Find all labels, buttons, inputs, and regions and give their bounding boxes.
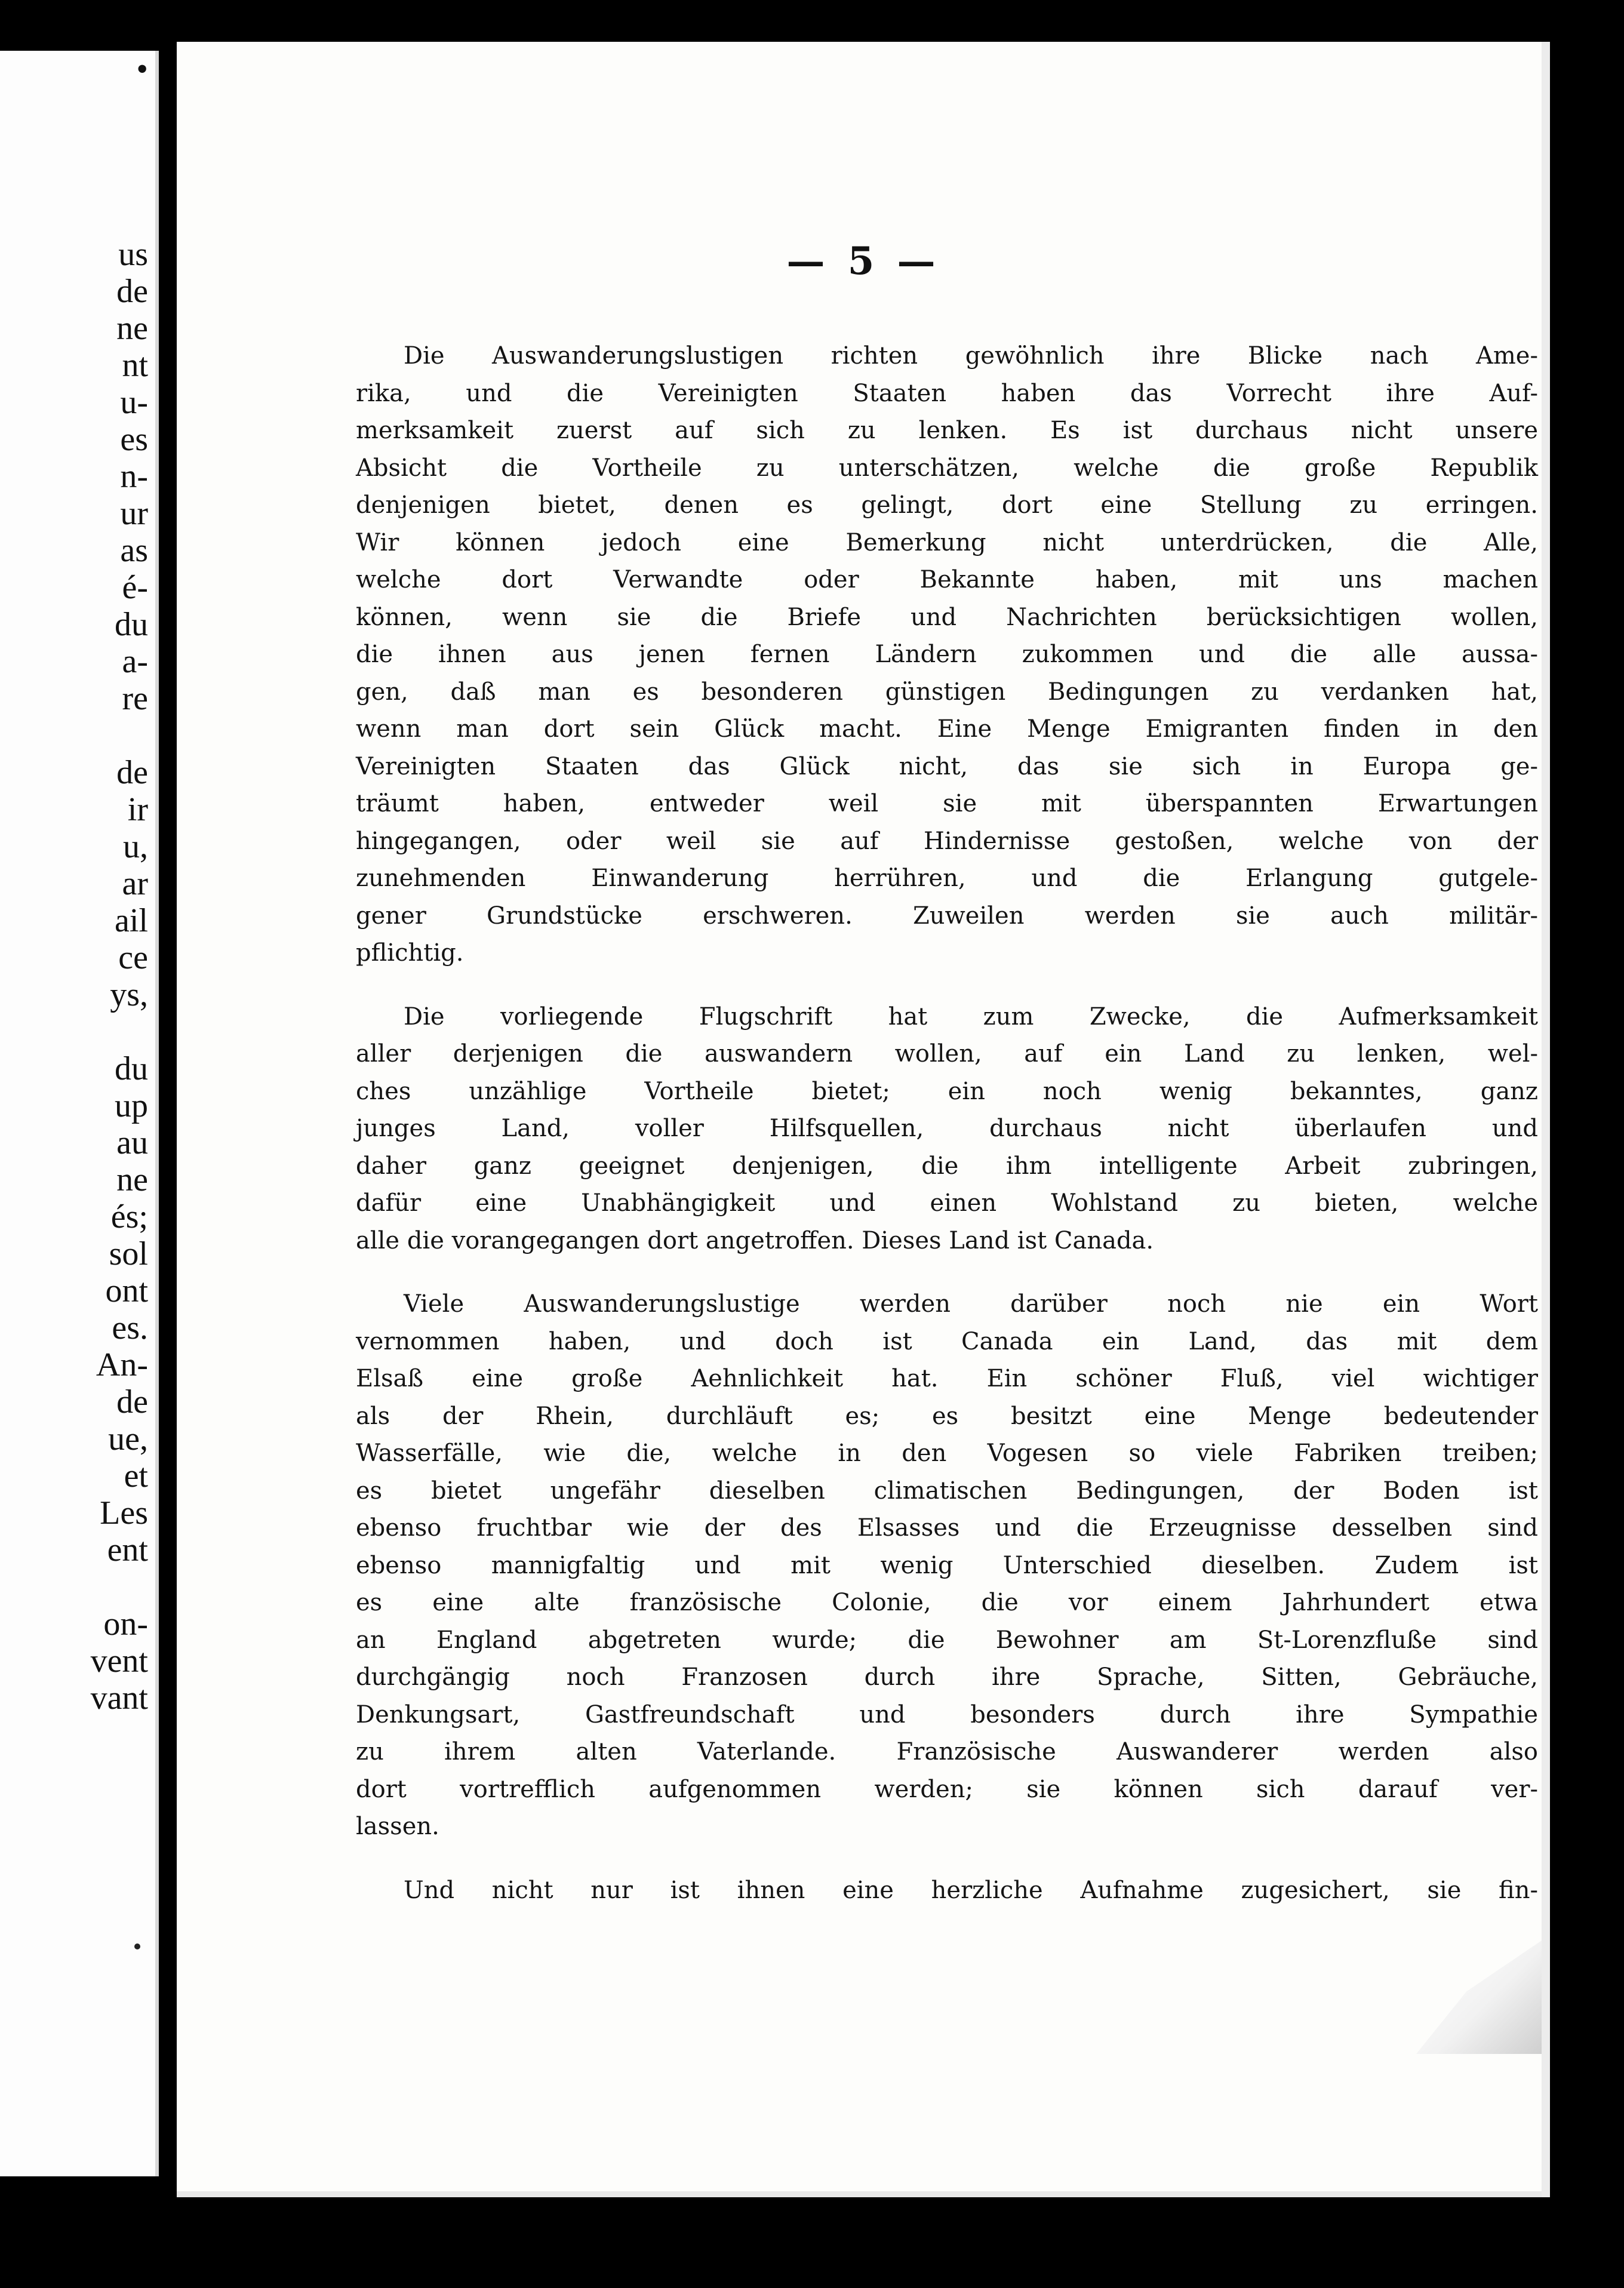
- previous-page-fragment: ent: [107, 1532, 148, 1569]
- text-line: Und nicht nur ist ihnen eine herzliche Aufnahme zugesichert, sie fin-: [404, 1876, 1538, 1904]
- previous-page-fragment: é-: [122, 569, 148, 606]
- text-line: Wir können jedoch eine Bemerkung nicht unterdrücken, die Alle,: [356, 528, 1538, 556]
- text-line: daher ganz geeignet denjenigen, die ihm intelligente Arbeit zubringen,: [356, 1152, 1538, 1180]
- previous-page-fragment: [5, 162, 148, 199]
- text-line: zu ihrem alten Vaterlande. Französische Auswanderer werden also: [356, 1738, 1538, 1766]
- previous-page-fragment: au: [116, 1124, 148, 1161]
- text-line: es eine alte französische Colonie, die vor einem Jahrhundert etwa: [356, 1589, 1538, 1616]
- previous-page-fragment: u-: [120, 384, 148, 421]
- text-line: gener Grundstücke erschweren. Zuweilen werden sie auch militär-: [356, 902, 1538, 930]
- text-line: Die Auswanderungslustigen richten gewöhnlich ihre Blicke nach Ame-: [404, 342, 1538, 370]
- text-line: gen, daß man es besonderen günstigen Bedingungen zu verdanken hat,: [356, 678, 1538, 706]
- text-line: ebenso fruchtbar wie der des Elsasses und die Erzeugnisse desselben sind: [356, 1514, 1538, 1542]
- text-line: alle die vorangegangen dort angetroffen. Dieses Land ist Canada.: [356, 1226, 1154, 1254]
- previous-page-fragment: du: [115, 606, 148, 643]
- previous-page-fragment: [5, 125, 148, 162]
- previous-page-fragment: ne: [116, 1161, 148, 1198]
- text-line: an England abgetreten wurde; die Bewohner am St-Lorenzfluße sind: [356, 1626, 1538, 1654]
- text-line: aller derjenigen die auswandern wollen, auf ein Land zu lenken, wel-: [356, 1040, 1538, 1068]
- text-line: Viele Auswanderungslustige werden darüber noch nie ein Wort: [404, 1290, 1538, 1318]
- text-line: wenn man dort sein Glück macht. Eine Menge Emigranten finden in den: [356, 715, 1538, 743]
- text-line: Denkungsart, Gastfreundschaft und besonders durch ihre Sympathie: [356, 1700, 1538, 1729]
- previous-page-fragment: ar: [122, 865, 148, 902]
- paragraph: [356, 998, 1538, 1260]
- previous-page-text-fragments: [5, 51, 148, 1717]
- previous-page-fragment: up: [115, 1087, 148, 1124]
- text-line: lassen.: [356, 1813, 439, 1840]
- previous-page-fragment: es.: [112, 1309, 148, 1346]
- previous-page-fragment: [5, 199, 148, 236]
- previous-page-fragment: et: [124, 1457, 148, 1494]
- previous-page-fragment: •: [136, 51, 148, 88]
- previous-page-fragment: [5, 1013, 148, 1050]
- previous-page-fragment: vent: [90, 1643, 148, 1680]
- text-line: dort vortrefflich aufgenommen werden; sie können sich darauf ver-: [356, 1775, 1538, 1803]
- folded-page-corner: [1416, 1941, 1542, 2054]
- previous-page-fragment: [5, 88, 148, 125]
- text-line: dafür eine Unabhängigkeit und einen Wohlstand zu bieten, welche: [356, 1189, 1538, 1217]
- text-line: pflichtig.: [356, 939, 464, 967]
- text-line: Wasserfälle, wie die, welche in den Vogesen so viele Fabriken treiben;: [356, 1440, 1538, 1467]
- text-line: merksamkeit zuerst auf sich zu lenken. Es ist durchaus nicht unsere: [356, 417, 1538, 444]
- previous-page-fragment: ys,: [110, 976, 148, 1013]
- previous-page-fragment: on-: [103, 1606, 148, 1643]
- text-line: durchgängig noch Franzosen durch ihre Sprache, Sitten, Gebräuche,: [356, 1663, 1538, 1691]
- text-line: es bietet ungefähr dieselben climatischen Bedingungen, der Boden ist: [356, 1477, 1538, 1505]
- text-line: ches unzählige Vortheile bietet; ein noch wenig bekanntes, ganz: [356, 1077, 1538, 1105]
- previous-page-fragment: de: [116, 1383, 148, 1420]
- text-line: ebenso mannigfaltig und mit wenig Unterschied dieselben. Zudem ist: [356, 1551, 1538, 1579]
- previous-page-fragment: ue,: [108, 1420, 148, 1457]
- page-body-text: [356, 337, 1538, 1935]
- previous-page-fragment: nt: [122, 347, 148, 384]
- book-page: [177, 42, 1550, 2197]
- previous-page-fragment: vant: [90, 1680, 148, 1717]
- previous-page-fragment: ur: [120, 495, 148, 532]
- text-line: Absicht die Vortheile zu unterschätzen, welche die große Republik: [356, 454, 1538, 482]
- previous-page-fragment: ail: [115, 902, 148, 939]
- text-line: hingegangen, oder weil sie auf Hindernisse gestoßen, welche von der: [356, 827, 1538, 855]
- text-line: Elsaß eine große Aehnlichkeit hat. Ein schöner Fluß, viel wichtiger: [356, 1365, 1538, 1392]
- previous-page-fragment: de: [116, 273, 148, 310]
- previous-page-strip: [0, 51, 159, 2176]
- previous-page-fragment: n-: [120, 458, 148, 495]
- text-line: Die vorliegende Flugschrift hat zum Zwecke, die Aufmerksamkeit: [404, 1002, 1538, 1031]
- text-line: die ihnen aus jenen fernen Ländern zukommen und die alle aussa-: [356, 641, 1538, 668]
- book-gutter: [159, 51, 177, 2176]
- text-line: rika, und die Vereinigten Staaten haben das Vorrecht ihre Auf-: [356, 379, 1538, 407]
- paragraph: [356, 1286, 1538, 1846]
- text-line: Vereinigten Staaten das Glück nicht, das sie sich in Europa ge-: [356, 752, 1538, 780]
- text-line: junges Land, voller Hilfsquellen, durchaus nicht überlaufen und: [356, 1115, 1538, 1142]
- page-number: — 5 —: [786, 239, 940, 284]
- previous-page-fragment: ne: [116, 310, 148, 347]
- previous-page-fragment: u,: [123, 828, 148, 865]
- previous-page-fragment: es: [120, 421, 148, 458]
- previous-page-fragment: de: [116, 754, 148, 791]
- text-line: als der Rhein, durchläuft es; es besitzt eine Menge bedeutender: [356, 1402, 1538, 1430]
- previous-page-fragment: a-: [122, 643, 148, 680]
- previous-page-fragment: re: [122, 680, 148, 717]
- previous-page-fragment: ir: [127, 791, 148, 828]
- previous-page-fragment: du: [115, 1050, 148, 1087]
- previous-page-fragment: us: [118, 236, 148, 273]
- text-line: vernommen haben, und doch ist Canada ein Land, das mit dem: [356, 1327, 1538, 1355]
- dust-speck: [134, 1943, 140, 1949]
- previous-page-fragment: ont: [105, 1272, 148, 1309]
- paragraph: [356, 337, 1538, 972]
- previous-page-fragment: as: [120, 532, 148, 569]
- previous-page-fragment: [5, 717, 148, 754]
- text-line: können, wenn sie die Briefe und Nachrichten berücksichtigen wollen,: [356, 603, 1538, 631]
- previous-page-fragment: sol: [109, 1235, 148, 1272]
- text-line: träumt haben, entweder weil sie mit überspannten Erwartungen: [356, 790, 1538, 817]
- previous-page-fragment: [5, 1569, 148, 1606]
- previous-page-fragment: ce: [118, 939, 148, 976]
- paragraph: [356, 1872, 1538, 1909]
- previous-page-fragment: Les: [100, 1494, 148, 1532]
- text-line: denjenigen bietet, denen es gelingt, dort eine Stellung zu erringen.: [356, 491, 1538, 519]
- previous-page-fragment: An-: [96, 1346, 148, 1383]
- text-line: welche dort Verwandte oder Bekannte haben, mit uns machen: [356, 566, 1538, 593]
- previous-page-fragment: és;: [110, 1198, 148, 1235]
- text-line: zunehmenden Einwanderung herrühren, und die Erlangung gutgele-: [356, 865, 1538, 892]
